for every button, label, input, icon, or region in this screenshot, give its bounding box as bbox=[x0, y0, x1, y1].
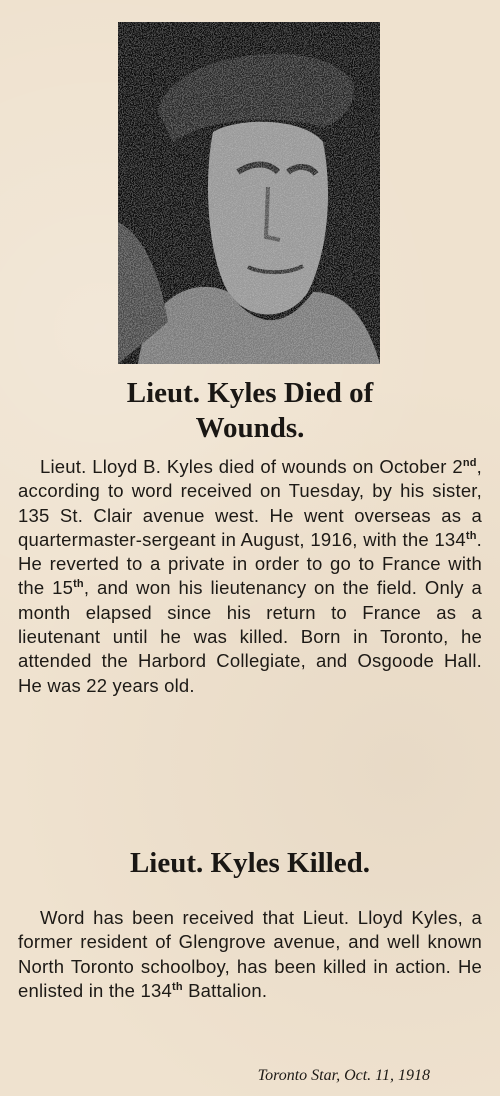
portrait-photo bbox=[118, 22, 380, 364]
text-run: , according to word received on Tuesday, by his sister, 135 St. Clair avenue west. He went overseas as a quartermaster-sergeant in August, 1916, with the 134 bbox=[18, 456, 482, 550]
headline-killed bbox=[18, 846, 482, 881]
text-run: Battalion. bbox=[182, 979, 268, 1001]
article-body-1 bbox=[18, 455, 482, 698]
text-run: Lieut. Lloyd B. Kyles died of wounds on October 2 bbox=[40, 456, 463, 477]
headline-line: Lieut. Kyles Killed. bbox=[129, 847, 371, 879]
text-run: . He reverted to a private in order to go to France with the 15 bbox=[18, 528, 482, 599]
text-run: Word has been received that Lieut. Lloyd Kyles, a former resident of Glengrove avenue, and well known North Toronto schoolboy, has been killed in action. He enlisted in the 134 bbox=[18, 907, 482, 1001]
headline-line-1: Lieut. Kyles Died of bbox=[126, 377, 374, 409]
superscript: th bbox=[465, 529, 477, 542]
headline-line-2: Wounds. bbox=[195, 412, 305, 444]
superscript: nd bbox=[462, 457, 477, 469]
text-run: , and won his lieutenancy on the field. Only a month elapsed since his return to France as a lieutenant until he was killed. Born in Toronto, he attended the Harbord Collegiate, and Osgoode Hall. He was 22 years old. bbox=[18, 577, 482, 696]
article-paragraph bbox=[18, 906, 482, 1003]
source-credit: Toronto Star, Oct. 11, 1918 bbox=[257, 1067, 430, 1084]
article-paragraph bbox=[18, 455, 482, 698]
portrait-icon bbox=[118, 22, 380, 364]
superscript: th bbox=[171, 980, 183, 993]
headline-died-of-wounds bbox=[18, 376, 482, 446]
superscript: th bbox=[73, 578, 84, 591]
article-body-2 bbox=[18, 906, 482, 1003]
